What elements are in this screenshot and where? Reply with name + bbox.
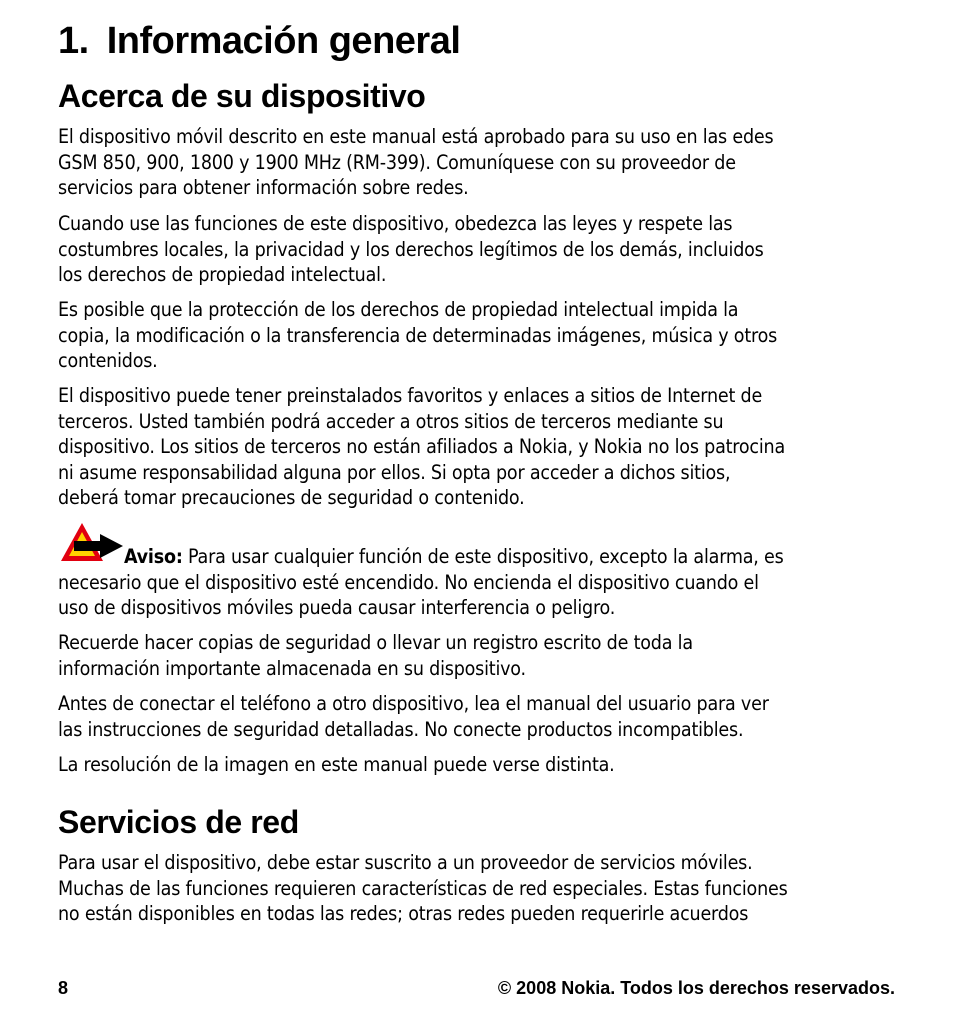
text-line: GSM 850, 900, 1800 y 1900 MHz (RM-399). Comuníquese con su proveedor de: [58, 150, 736, 174]
warning-label: Aviso:: [124, 545, 183, 568]
text-line: uso de dispositivos móviles pueda causar interferencia o peligro.: [58, 596, 616, 619]
text-line: Para usar cualquier función de este dispositivo, excepto la alarma, es: [182, 545, 784, 568]
text-line: El dispositivo móvil descrito en este manual está aprobado para su uso en las edes: [58, 125, 774, 148]
paragraph-connect: [58, 691, 898, 742]
text-line: contenidos.: [58, 349, 158, 372]
chapter-title-text: Información general: [106, 20, 461, 62]
text-line: costumbres locales, la privacidad y los derechos legítimos de los demás, incluidos: [58, 237, 764, 261]
section-heading-network: Servicios de red: [58, 804, 299, 840]
chapter-title: [58, 20, 460, 63]
text-line: Cuando use las funciones de este dispositivo, obedezca las leyes y respete las: [58, 212, 733, 235]
text-line: deberá tomar precauciones de seguridad o contenido.: [58, 486, 525, 509]
text-line: copia, la modificación o la transferencia de determinadas imágenes, música y otros: [58, 323, 778, 347]
paragraph-resolution: [58, 752, 898, 778]
text-line: Es posible que la protección de los derechos de propiedad intelectual impida la: [58, 298, 739, 321]
paragraph-copyright-protection: [58, 297, 898, 374]
chapter-number: 1.: [58, 20, 89, 62]
text-line: los derechos de propiedad intelectual.: [58, 263, 387, 286]
text-line: La resolución de la imagen en este manual puede verse distinta.: [58, 753, 615, 776]
warning-paragraph: [58, 544, 898, 621]
paragraph-network-services: [58, 850, 898, 927]
section-heading-about: Acerca de su dispositivo: [58, 78, 426, 114]
text-line: no están disponibles en todas las redes; otras redes pueden requerirle acuerdos: [58, 902, 749, 925]
text-line: dispositivo. Los sitios de terceros no están afiliados a Nokia, y Nokia no los patrocina: [58, 435, 785, 458]
warning-first-line: [58, 544, 898, 570]
paragraph-approval: [58, 124, 898, 201]
text-line: ni asume responsabilidad alguna por ellos. Si opta por acceder a dichos sitios,: [58, 460, 731, 484]
paragraph-third-party-sites: [58, 383, 898, 511]
paragraph-laws: [58, 211, 898, 288]
copyright-notice: © 2008 Nokia. Todos los derechos reservados.: [497, 978, 895, 998]
text-line: terceros. Usted también podrá acceder a otros sitios de terceros mediante su: [58, 409, 724, 433]
text-line: Recuerde hacer copias de seguridad o llevar un registro escrito de toda la: [58, 631, 693, 654]
text-line: información importante almacenada en su dispositivo.: [58, 656, 526, 680]
text-line: Para usar el dispositivo, debe estar suscrito a un proveedor de servicios móviles.: [58, 851, 753, 874]
paragraph-backup: [58, 630, 898, 681]
text-line: El dispositivo puede tener preinstalados favoritos y enlaces a sitios de Internet de: [58, 384, 763, 407]
text-line: Muchas de las funciones requieren características de red especiales. Estas funciones: [58, 876, 788, 900]
page-number: 8: [58, 978, 69, 998]
text-line: servicios para obtener información sobre redes.: [58, 176, 469, 199]
text-line: Antes de conectar el teléfono a otro dispositivo, lea el manual del usuario para ver: [58, 692, 769, 715]
text-line: las instrucciones de seguridad detalladas. No conecte productos incompatibles.: [58, 717, 744, 741]
text-line: necesario que el dispositivo esté encendido. No encienda el dispositivo cuando el: [58, 570, 759, 594]
